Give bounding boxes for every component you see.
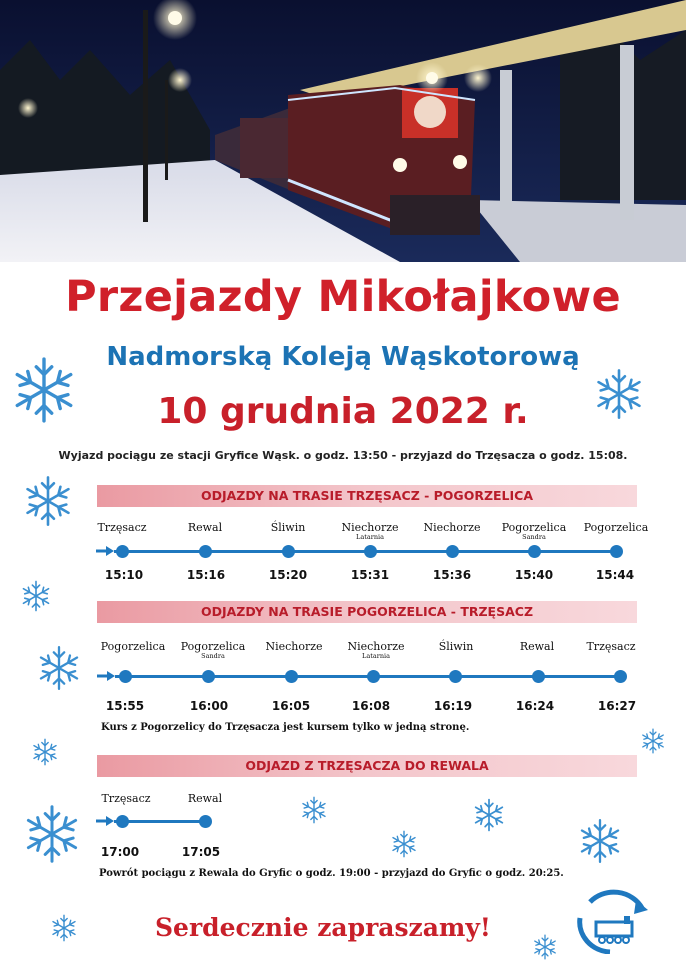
route1-header: ODJAZDY NA TRASIE TRZĘSACZ - POGORZELICA: [97, 485, 637, 507]
route2-stop-dot: [614, 670, 627, 683]
snowflake-icon: [22, 804, 82, 864]
route2-time: 15:55: [105, 699, 145, 713]
route1-time: 15:31: [350, 568, 390, 582]
route1-stop: Śliwin: [270, 521, 306, 534]
route1-stop: Niechorze Latarnia: [341, 521, 399, 541]
header-photo: [0, 0, 686, 262]
snowflake-icon: [390, 830, 418, 858]
arrow-right-icon: [97, 671, 115, 681]
route1-stop: Trzęsacz: [97, 521, 147, 534]
route3-time: 17:05: [181, 845, 221, 859]
route2-time: 16:05: [271, 699, 311, 713]
route1-time: 15:16: [186, 568, 226, 582]
departure-info: Wyjazd pociągu ze stacji Gryfice Wąsk. o godz. 13:50 - przyjazd do Trzęsacza o godz. 15:08.: [58, 449, 628, 462]
route1-time: 15:40: [514, 568, 554, 582]
route1-stop: Pogorzelica Sandra: [501, 521, 567, 541]
route1-stop-dot: [116, 545, 129, 558]
route1-stop-dot: [364, 545, 377, 558]
route3-note: Powrót pociągu z Rewala do Gryfic o godz. 19:00 - przyjazd do Gryfic o godz. 20:25.: [99, 868, 564, 879]
route1-time: 15:36: [432, 568, 472, 582]
route3-stop-dot: [199, 815, 212, 828]
route1-stop-dot: [282, 545, 295, 558]
route2-stop-dot: [532, 670, 545, 683]
poster-subtitle: Nadmorską Koleją Wąskotorową: [106, 342, 580, 372]
route1-time: 15:44: [595, 568, 635, 582]
route2-stop: Pogorzelica Sandra: [180, 640, 246, 660]
route2-stop: Pogorzelica: [100, 640, 166, 653]
route2-stop: Rewal: [519, 640, 555, 653]
train-logo-icon: [570, 888, 656, 958]
route3-stop: Rewal: [187, 792, 223, 805]
route2-stop-dot: [285, 670, 298, 683]
snowflake-icon: [640, 728, 666, 754]
route2-stop: Śliwin: [438, 640, 474, 653]
route2-time: 16:08: [351, 699, 391, 713]
snowflake-icon: [20, 580, 52, 612]
route1-stop-dot: [528, 545, 541, 558]
snowflake-icon: [300, 796, 328, 824]
route2-stop: Trzęsacz: [586, 640, 636, 653]
route3-stop-dot: [116, 815, 129, 828]
arrow-right-icon: [96, 816, 114, 826]
snowflake-icon: [532, 934, 558, 960]
arrow-right-icon: [96, 546, 114, 556]
snowflake-icon: [36, 645, 82, 691]
route1-time: 15:20: [268, 568, 308, 582]
route1-stop-dot: [199, 545, 212, 558]
route2-header: ODJAZDY NA TRASIE POGORZELICA - TRZĘSACZ: [97, 601, 637, 623]
snowflake-icon: [577, 818, 623, 864]
route2-time: 16:19: [433, 699, 473, 713]
snowflake-icon: [31, 738, 59, 766]
route1-stop: Rewal: [187, 521, 223, 534]
route3-time: 17:00: [100, 845, 140, 859]
route2-time: 16:00: [189, 699, 229, 713]
route2-stop-dot: [119, 670, 132, 683]
route2-stop-dot: [367, 670, 380, 683]
route1-time: 15:10: [104, 568, 144, 582]
snowflake-icon: [22, 475, 74, 527]
snowflake-icon: [10, 356, 78, 424]
snowflake-icon: [593, 368, 645, 420]
closing-text: Serdecznie zapraszamy!: [155, 913, 491, 942]
route2-time: 16:27: [597, 699, 637, 713]
snowflake-icon: [50, 914, 78, 942]
route3-stop: Trzęsacz: [101, 792, 151, 805]
route2-time: 16:24: [515, 699, 555, 713]
route1-stop: Niechorze: [423, 521, 481, 534]
poster-title: Przejazdy Mikołajkowe: [65, 272, 621, 322]
route2-stop-dot: [202, 670, 215, 683]
route1-stop-dot: [610, 545, 623, 558]
route2-note: Kurs z Pogorzelicy do Trzęsacza jest kursem tylko w jedną stronę.: [101, 722, 470, 733]
route3-header: ODJAZD Z TRZĘSACZA DO REWALA: [97, 755, 637, 777]
snowflake-icon: [472, 798, 506, 832]
route2-stop: Niechorze: [265, 640, 323, 653]
route1-stop: Pogorzelica: [583, 521, 649, 534]
event-date: 10 grudnia 2022 r.: [157, 391, 529, 432]
route2-stop: Niechorze Latarnia: [347, 640, 405, 660]
route1-stop-dot: [446, 545, 459, 558]
route2-stop-dot: [449, 670, 462, 683]
